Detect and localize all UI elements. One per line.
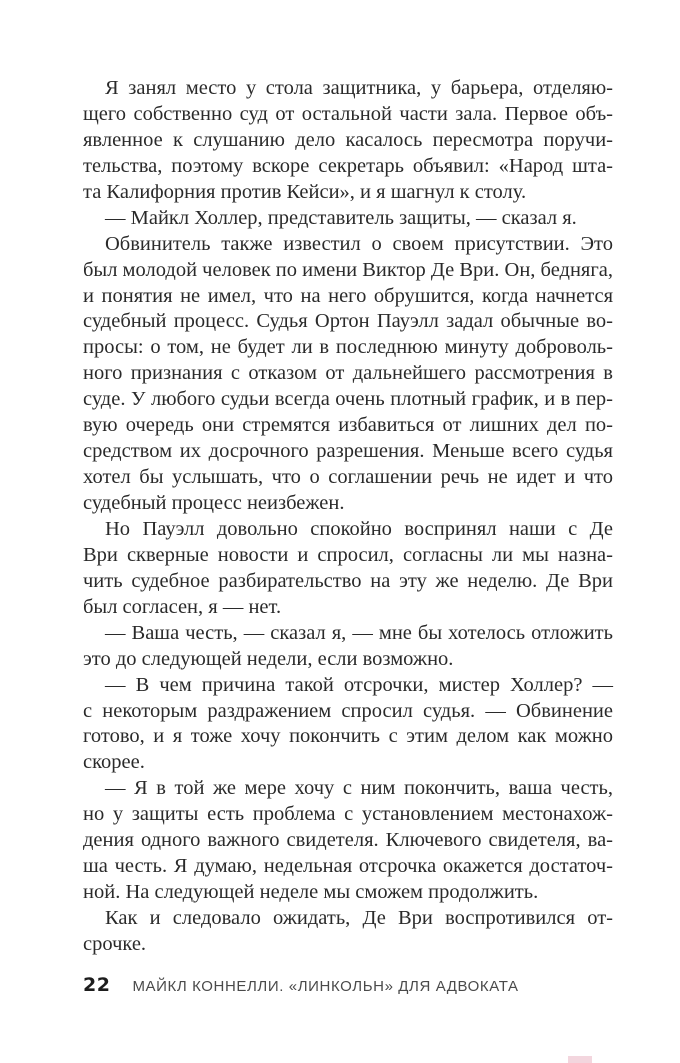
text-line: скорее.	[83, 751, 145, 774]
text-line: был согласен, я — нет.	[83, 595, 282, 618]
text-line: тельства, поэтому вскоре секретарь объявил: «Народ шта-	[83, 154, 613, 177]
paragraph	[83, 517, 613, 621]
scan-mark	[568, 1056, 592, 1063]
text-line: судебный процесс неизбежен.	[83, 492, 345, 514]
text-line: это до следующей недели, если возможно.	[83, 647, 454, 670]
text-line: — В чем причина такой отсрочки, мистер Холлер? —	[105, 673, 613, 696]
paragraph	[83, 621, 613, 673]
paragraph	[83, 673, 613, 777]
running-title: МАЙКЛ КОННЕЛЛИ. «ЛИНКОЛЬН» ДЛЯ АДВОКАТА	[132, 978, 519, 995]
text-line: срочке.	[83, 932, 147, 955]
text-line: просы: о том, не будет ли в последнюю минуту доброволь-	[83, 336, 613, 359]
text-line: суде. У любого судьи всегда очень плотный график, и в пер-	[83, 388, 613, 411]
text-line: — Ваша честь, — сказал я, — мне бы хотелось отложить	[105, 621, 613, 644]
paragraph	[83, 906, 613, 958]
paragraph	[83, 76, 613, 206]
page-number: 22	[83, 974, 111, 996]
text-line: вую очередь они стремятся избавиться от лишних дел по-	[83, 414, 613, 437]
paragraph	[83, 206, 613, 232]
text-line: — Майкл Холлер, представитель защиты, — сказал я.	[105, 206, 577, 229]
page-footer	[83, 974, 519, 996]
text-line: ной. На следующей неделе мы сможем продолжить.	[83, 881, 539, 904]
text-line: средством их досрочного разрешения. Меньше всего судья	[83, 440, 613, 463]
text-line: судебный процесс. Судья Ортон Пауэлл задал обычные во-	[83, 310, 613, 333]
text-line: Обвинитель также известил о своем присутствии. Это	[105, 232, 613, 255]
text-line: Ври скверные новости и спросил, согласны ли мы назна-	[83, 543, 613, 566]
paragraph	[83, 776, 613, 906]
text-line: та Калифорния против Кейси», и я шагнул к столу.	[83, 180, 527, 203]
book-text	[83, 76, 613, 958]
text-line: явленное к слушанию дело касалось пересмотра поручи-	[83, 128, 613, 151]
text-line: с некоторым раздражением спросил судья. — Обвинение	[83, 699, 613, 722]
text-line: и понятия не имел, что на него обрушится, когда начнется	[83, 284, 613, 307]
paragraph	[83, 232, 613, 517]
text-line: дения одного важного свидетеля. Ключевого свидетеля, ва-	[83, 829, 613, 852]
text-line: ного признания с отказом от дальнейшего рассмотрения в	[83, 362, 613, 385]
text-line: Как и следовало ожидать, Де Ври воспротивился от-	[105, 907, 613, 929]
text-line: но у защиты есть проблема с установлением местонахож-	[83, 803, 613, 826]
text-line: хотел бы услышать, что о соглашении речь не идет и что	[83, 466, 613, 489]
text-line: был молодой человек по имени Виктор Де Ври. Он, бедняга,	[83, 258, 613, 281]
text-line: Я занял место у стола защитника, у барьера, отделяю-	[105, 77, 613, 99]
text-line: Но Пауэлл довольно спокойно воспринял наши с Де	[105, 517, 613, 540]
text-line: чить судебное разбирательство на эту же неделю. Де Ври	[83, 569, 613, 592]
text-line: щего собственно суд от остальной части зала. Первое объ-	[83, 102, 613, 125]
text-line: — Я в той же мере хочу с ним покончить, ваша честь,	[105, 777, 613, 800]
text-line: готово, и я тоже хочу покончить с этим делом как можно	[83, 725, 613, 748]
text-line: ша честь. Я думаю, недельная отсрочка окажется достаточ-	[83, 855, 613, 878]
